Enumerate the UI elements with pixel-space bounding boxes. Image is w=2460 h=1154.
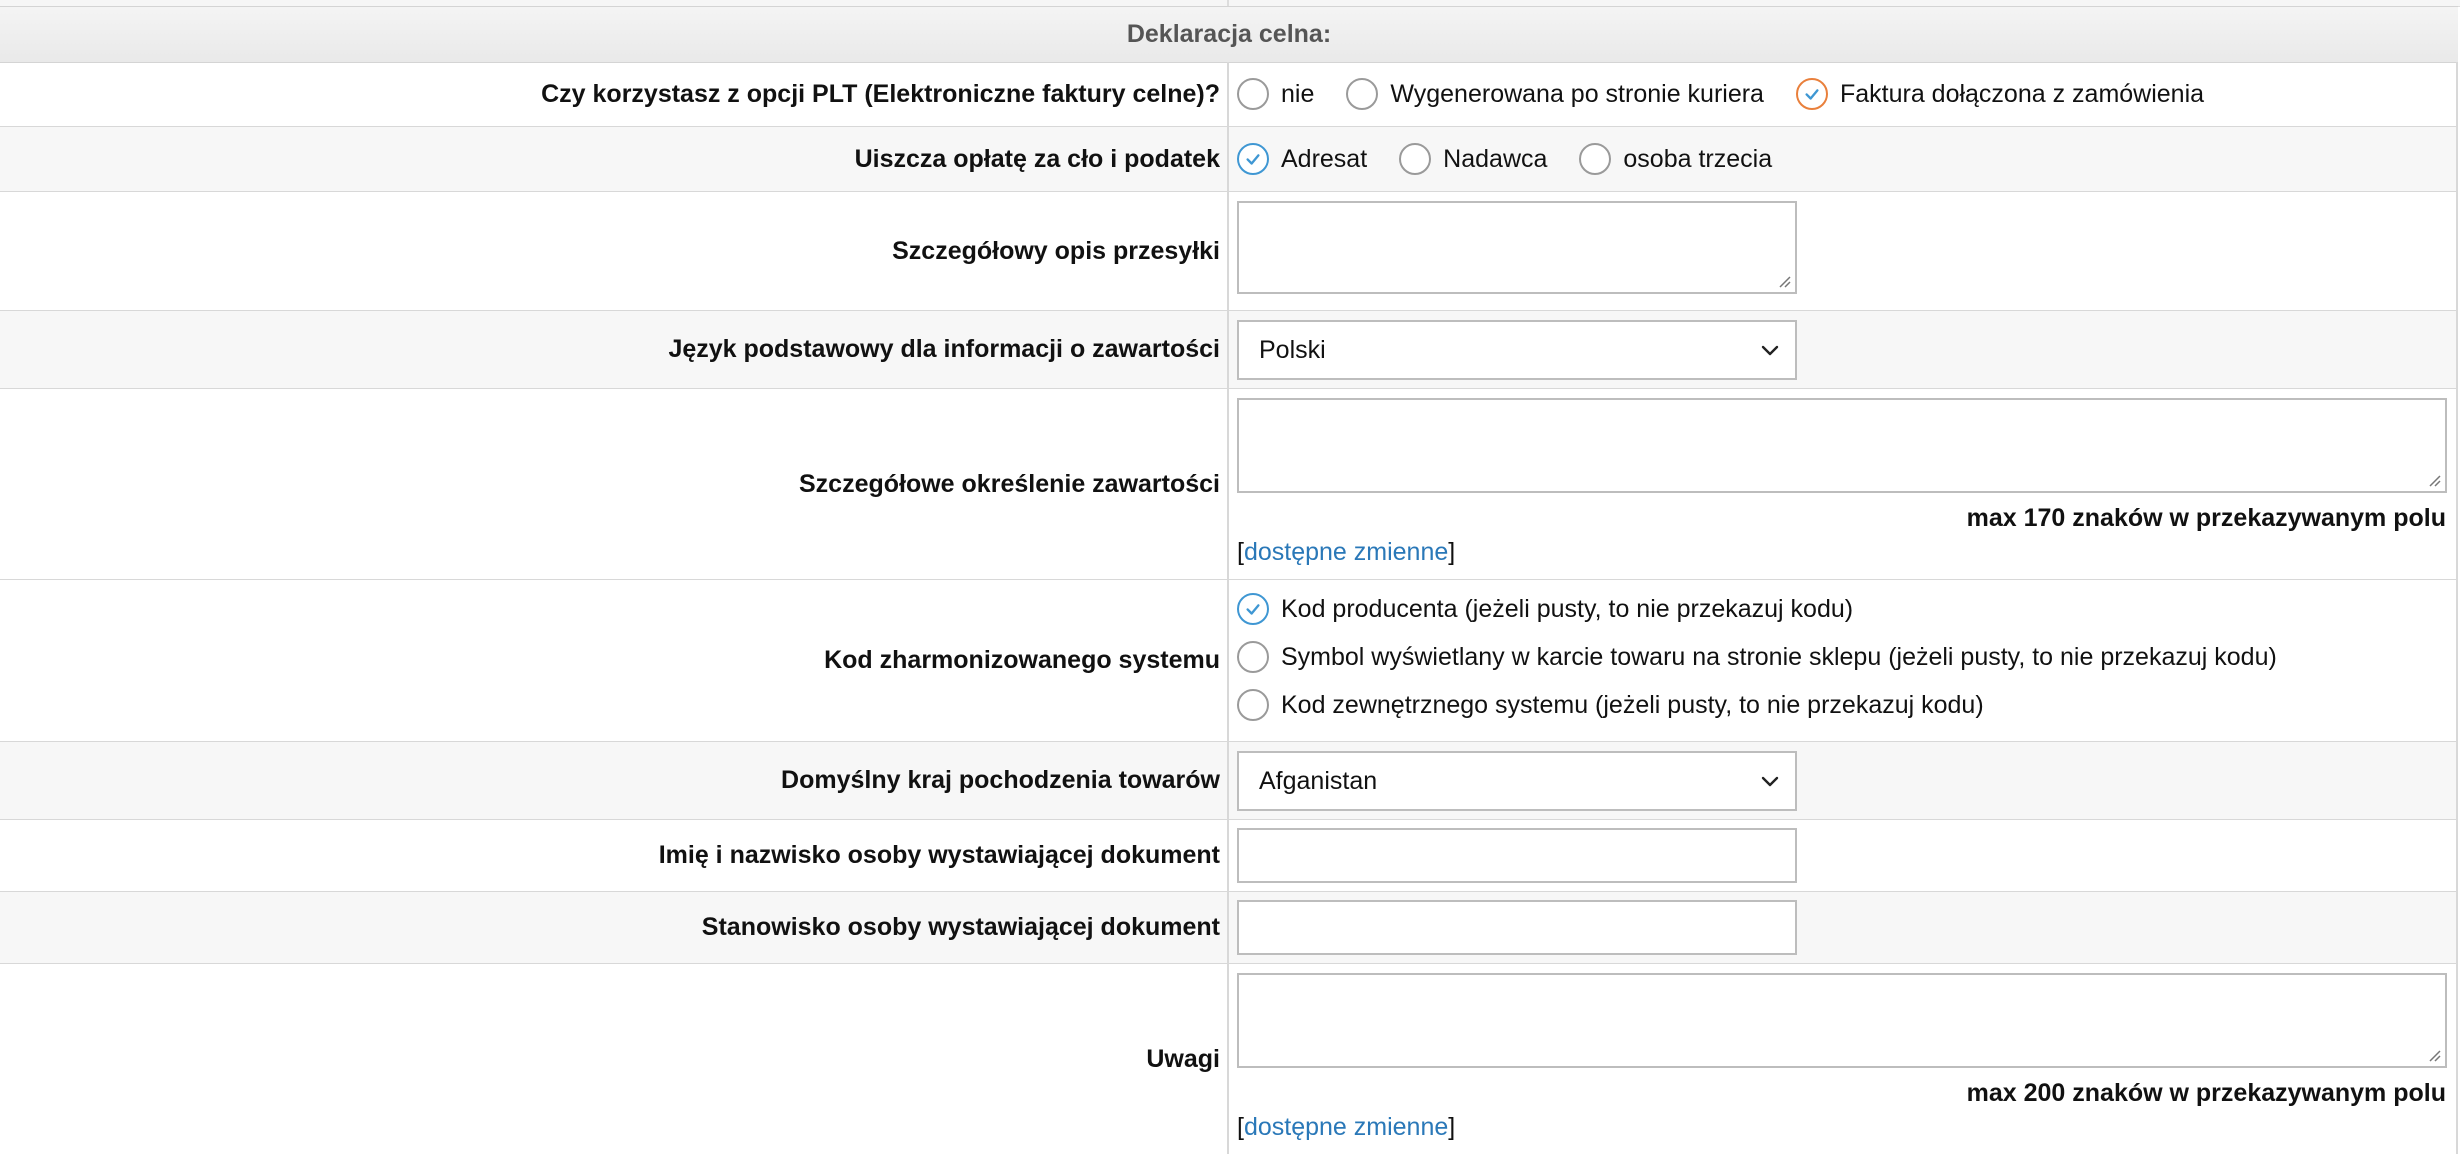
- origin-select[interactable]: [1237, 751, 1797, 811]
- hs-radio-producer-code[interactable]: [1237, 593, 1269, 625]
- plt-label: Czy korzystasz z opcji PLT (Elektroniczne faktury celne)?: [541, 79, 1220, 108]
- remarks-textarea[interactable]: [1237, 973, 2447, 1068]
- hs-option-label: Kod zewnętrznego systemu (jeżeli pusty, to nie przekazuj kodu): [1281, 690, 1984, 719]
- duty-radio-third-party[interactable]: [1579, 143, 1611, 175]
- duty-option-label: Nadawca: [1443, 144, 1548, 173]
- remarks-variables-link[interactable]: dostępne zmienne: [1243, 1113, 1449, 1141]
- row-hs-code: [0, 580, 2458, 742]
- issuer-position-label: Stanowisko osoby wystawiającej dokument: [701, 913, 1220, 941]
- duty-option-label: osoba trzecia: [1623, 144, 1773, 173]
- plt-option-label: Wygenerowana po stronie kuriera: [1390, 79, 1764, 108]
- description-textarea[interactable]: [1237, 201, 1797, 294]
- origin-selected: Afganistan: [1259, 766, 1378, 795]
- plt-radio-order-invoice[interactable]: [1796, 78, 1828, 110]
- row-duty: [0, 127, 2458, 192]
- remarks-variables: [dostępne zmienne]: [1237, 1113, 1456, 1141]
- check-icon: [1244, 600, 1262, 618]
- hs-option-label: Kod producenta (jeżeli pusty, to nie przekazuj kodu): [1281, 594, 1854, 623]
- contents-variables: [dostępne zmienne]: [1237, 538, 1456, 566]
- contents-label: Szczegółowe określenie zawartości: [799, 469, 1220, 498]
- row-language: [0, 311, 2458, 389]
- hs-radio-external-code[interactable]: [1237, 689, 1269, 721]
- remarks-limit-note: max 200 znaków w przekazywanym polu: [1966, 1079, 2446, 1107]
- issuer-name-label: Imię i nazwisko osoby wystawiającej dokument: [658, 841, 1220, 869]
- plt-option-label: Faktura dołączona z zamówienia: [1839, 79, 2205, 108]
- hs-option-label: Symbol wyświetlany w karcie towaru na stronie sklepu (jeżeli pusty, to nie przekazuj kodu): [1281, 642, 2277, 671]
- origin-label: Domyślny kraj pochodzenia towarów: [781, 766, 1220, 794]
- issuer-position-input[interactable]: [1237, 900, 1797, 955]
- duty-label: Uiszcza opłatę za cło i podatek: [854, 144, 1220, 173]
- duty-option-label: Adresat: [1281, 144, 1368, 173]
- resize-handle-icon: [2427, 1048, 2441, 1062]
- row-description: [0, 192, 2458, 311]
- plt-radio-courier[interactable]: [1346, 78, 1378, 110]
- section-title: Deklaracja celna:: [1126, 20, 1332, 48]
- row-plt: [0, 62, 2458, 127]
- row-contents: [0, 389, 2458, 580]
- row-origin: [0, 742, 2458, 820]
- plt-radio-group: [1237, 62, 2236, 126]
- language-selected: Polski: [1259, 335, 1326, 364]
- contents-textarea[interactable]: [1237, 398, 2447, 493]
- language-select[interactable]: [1237, 320, 1797, 380]
- duty-radio-sender[interactable]: [1399, 143, 1431, 175]
- row-remarks: [0, 964, 2458, 1154]
- row-issuer-position: [0, 892, 2458, 964]
- hs-radio-shop-symbol[interactable]: [1237, 641, 1269, 673]
- plt-radio-nie[interactable]: [1237, 78, 1269, 110]
- language-label: Język podstawowy dla informacji o zawartości: [668, 335, 1220, 363]
- check-icon: [1244, 150, 1262, 168]
- section-header: [0, 6, 2458, 63]
- row-issuer-name: [0, 820, 2458, 892]
- remarks-label: Uwagi: [1146, 1044, 1220, 1073]
- issuer-name-input[interactable]: [1237, 828, 1797, 883]
- description-label: Szczegółowy opis przesyłki: [892, 236, 1220, 265]
- plt-option-label: nie: [1281, 79, 1315, 108]
- chevron-down-icon: [1759, 770, 1781, 792]
- check-icon: [1803, 85, 1821, 103]
- duty-radio-recipient[interactable]: [1237, 143, 1269, 175]
- contents-limit-note: max 170 znaków w przekazywanym polu: [1966, 504, 2446, 532]
- hs-code-label: Kod zharmonizowanego systemu: [824, 646, 1220, 674]
- contents-variables-link[interactable]: dostępne zmienne: [1243, 538, 1449, 566]
- chevron-down-icon: [1759, 339, 1781, 361]
- resize-handle-icon: [1777, 274, 1791, 288]
- duty-radio-group: [1237, 127, 1804, 191]
- resize-handle-icon: [2427, 473, 2441, 487]
